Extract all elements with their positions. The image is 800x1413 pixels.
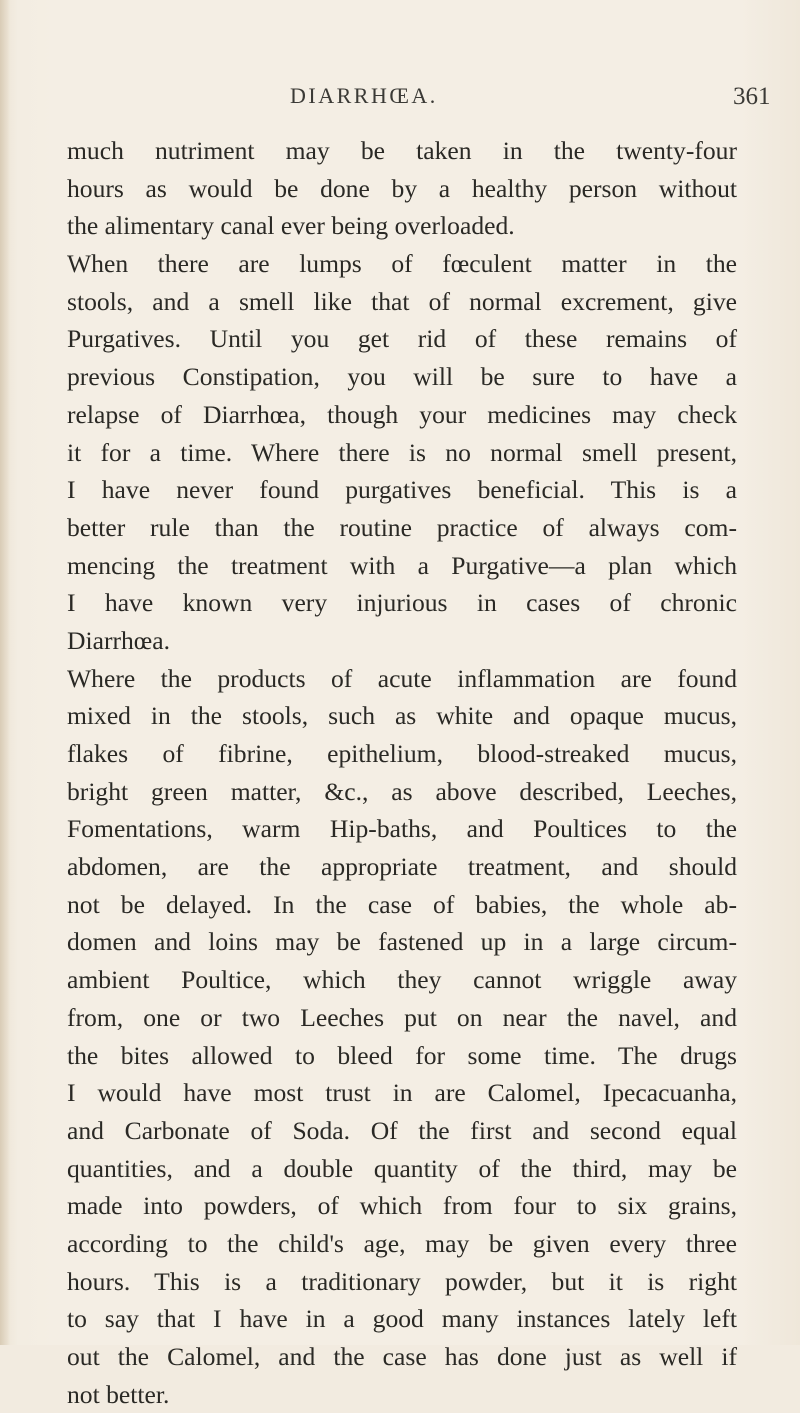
text-line: I have known very injurious in cases of chronic bbox=[67, 588, 737, 618]
text-line: mencing the treatment with a Purgative—a plan which bbox=[67, 550, 737, 580]
text-line: from, one or two Leeches put on near the navel, and bbox=[67, 1002, 737, 1032]
text-line: When there are lumps of fœculent matter in the bbox=[67, 249, 737, 279]
text-line: to say that I have in a good many instances lately left bbox=[67, 1304, 737, 1334]
binding-edge bbox=[0, 0, 10, 1345]
running-title: DIARRHŒA. bbox=[290, 83, 438, 108]
text-line: I have never found purgatives beneficial. This is a bbox=[67, 475, 737, 505]
text-line: Purgatives. Until you get rid of these remains of bbox=[67, 324, 737, 354]
text-line: Where the products of acute inflammation are found bbox=[67, 663, 737, 693]
text-line: I would have most trust in are Calomel, Ipecacuanha, bbox=[67, 1078, 737, 1108]
text-line: made into powders, of which from four to six grains, bbox=[67, 1191, 737, 1221]
text-line: better rule than the routine practice of always com- bbox=[67, 512, 737, 542]
text-line: quantities, and a double quantity of the third, may be bbox=[67, 1153, 737, 1183]
text-line: according to the child's age, may be given every three bbox=[67, 1228, 737, 1258]
text-line: the bites allowed to bleed for some time. The drugs bbox=[67, 1040, 737, 1070]
text-line: out the Calomel, and the case has done just as well if bbox=[67, 1342, 737, 1371]
text-line: abdomen, are the appropriate treatment, and should bbox=[67, 852, 737, 882]
running-head bbox=[0, 83, 800, 123]
text-line: domen and loins may be fastened up in a large circum- bbox=[67, 927, 737, 957]
text-line: and Carbonate of Soda. Of the first and second equal bbox=[67, 1115, 737, 1145]
text-line: not better. bbox=[67, 1379, 170, 1409]
text-line: Fomentations, warm Hip-baths, and Poultices to the bbox=[67, 814, 737, 844]
text-line: stools, and a smell like that of normal excrement, give bbox=[67, 286, 737, 316]
text-line: mixed in the stools, such as white and opaque mucus, bbox=[67, 701, 737, 731]
text-line: bright green matter, &c., as above described, Leeches, bbox=[67, 776, 737, 806]
text-line: not be delayed. In the case of babies, the whole ab- bbox=[67, 889, 737, 919]
text-line: Diarrhœa. bbox=[67, 625, 171, 655]
text-line: flakes of fibrine, epithelium, blood-streaked mucus, bbox=[67, 739, 737, 768]
text-line: much nutriment may be taken in the twenty-four bbox=[67, 136, 737, 165]
text-line: relapse of Diarrhœa, though your medicines may check bbox=[67, 399, 737, 429]
text-line: the alimentary canal ever being overloaded. bbox=[67, 211, 515, 241]
page-number: 361 bbox=[733, 83, 771, 110]
text-line: hours. This is a traditionary powder, but it is right bbox=[67, 1266, 737, 1296]
body-text bbox=[67, 132, 737, 1413]
text-line: ambient Poultice, which they cannot wriggle away bbox=[67, 965, 737, 995]
text-line: hours as would be done by a healthy person without bbox=[67, 173, 737, 203]
text-line: previous Constipation, you will be sure to have a bbox=[67, 362, 737, 392]
text-line: it for a time. Where there is no normal smell present, bbox=[67, 437, 737, 467]
